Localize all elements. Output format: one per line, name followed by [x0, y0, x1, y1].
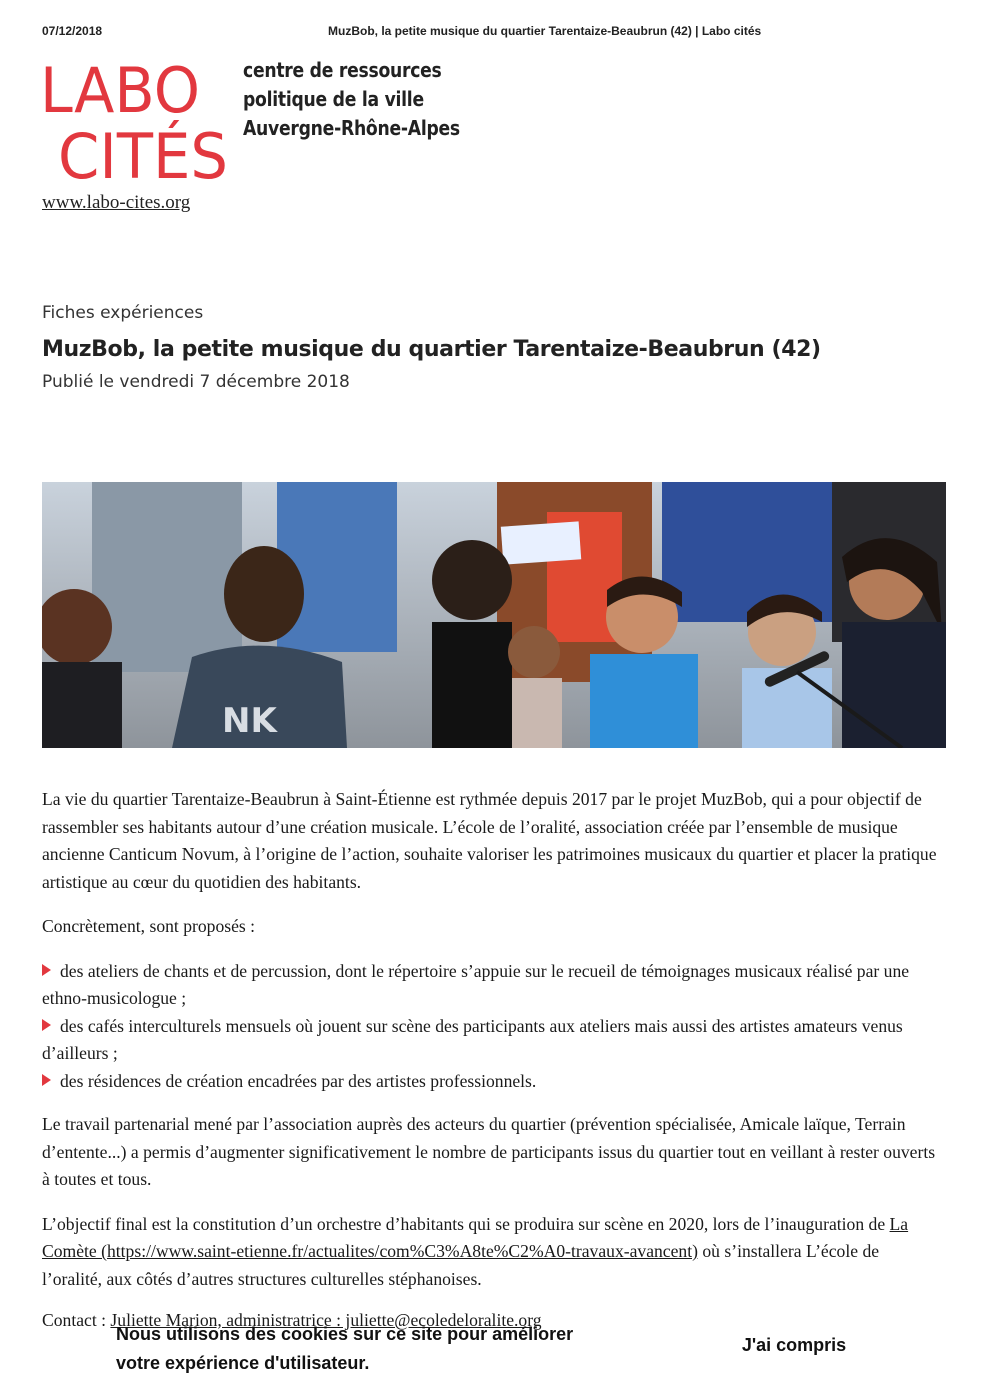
list-item: des résidences de création encadrées par des artistes professionnels. — [42, 1068, 942, 1096]
tagline-line-2: politique de la ville — [243, 87, 424, 111]
red-triangle-bullet-icon — [42, 1074, 51, 1086]
red-triangle-bullet-icon — [42, 1019, 51, 1031]
section-label[interactable]: Fiches expériences — [42, 303, 204, 323]
contact-email-link[interactable]: Juliette Marion, administratrice : juliette@ecoledeloralite.org — [110, 1310, 542, 1330]
labo-cites-logo[interactable] — [40, 54, 236, 184]
logo-tagline — [243, 56, 495, 143]
contact-label: Contact : — [42, 1310, 111, 1330]
hero-photo-illustration — [42, 482, 946, 748]
logo-line-labo: LABO — [40, 54, 200, 127]
cookie-accept-button[interactable]: J'ai compris — [722, 1326, 866, 1364]
print-header — [42, 24, 948, 42]
print-page-title: MuzBob, la petite musique du quartier Tarentaize-Beaubrun (42) | Labo cités — [328, 24, 762, 38]
cookie-message-line-1: Nous utilisons des cookies sur ce site pour améliorer — [116, 1324, 574, 1344]
tagline-line-3: Auvergne-Rhône-Alpes — [243, 116, 460, 140]
cookie-banner-message — [116, 1320, 573, 1378]
article-title: MuzBob, la petite musique du quartier Tarentaize-Beaubrun (42) — [42, 337, 821, 362]
tagline-line-1: centre de ressources — [243, 58, 442, 82]
article-body — [42, 786, 942, 1310]
intro-paragraph: La vie du quartier Tarentaize-Beaubrun à Saint-Étienne est rythmée depuis 2017 par le projet MuzBob, qui a pour objectif de rassembler ses habitants autour d’une création musicale. L’école de l’oralité, association créée par l’ensemble de musique ancienne Canticum Novum, à l’origine de l’action, souhaite valoriser les patrimoines musicaux du quartier et placer la pratique artistique au cœur du quotidien des habitants. — [42, 789, 937, 892]
proposes-label: Concrètement, sont proposés : — [42, 916, 256, 936]
red-triangle-bullet-icon — [42, 964, 51, 976]
cookie-message-line-2: votre expérience d'utilisateur. — [116, 1353, 370, 1373]
logo-line-cites: CITÉS — [58, 120, 228, 184]
svg-text:NK: NK — [222, 701, 277, 741]
partnership-paragraph: Le travail partenarial mené par l’association auprès des acteurs du quartier (prévention spécialisée, Amicale laïque, Terrain d’entente...) a permis d’augmenter significativement le nombre de participants issus du quartier tout en veillant à rester ouverts à toutes et tous. — [42, 1114, 936, 1189]
list-item: des cafés interculturels mensuels où jouent sur scène des participants aux ateliers mais aussi des artistes amateurs venus d’ailleurs ; — [42, 1015, 903, 1063]
hero-photo — [42, 482, 946, 748]
site-url-link[interactable]: www.labo-cites.org — [42, 192, 191, 213]
list-item: des ateliers de chants et de percussion, dont le répertoire s’appuie sur le recueil de témoignages musicaux réalisé par une ethno-musicologue ; — [42, 960, 910, 1008]
publication-date: Publié le vendredi 7 décembre 2018 — [42, 372, 350, 392]
objective-paragraph: L’objectif final est la constitution d’un orchestre d’habitants qui se produira sur scène en 2020, lors de l’inauguration de La Comète (https://www.saint-etienne.fr/actualites/com%C3%A8te%C2%A0-travaux-avancent) où s’installera L’école de l’oralité, aux côtés d’autres structures culturelles stéphanoises. — [42, 1213, 909, 1289]
proposals-list — [42, 958, 942, 1096]
print-date: 07/12/2018 — [42, 24, 103, 38]
la-comete-link[interactable]: La Comète (https://www.saint-etienne.fr/actualites/com%C3%A8te%C2%A0-travaux-avancent) — [42, 1213, 909, 1261]
